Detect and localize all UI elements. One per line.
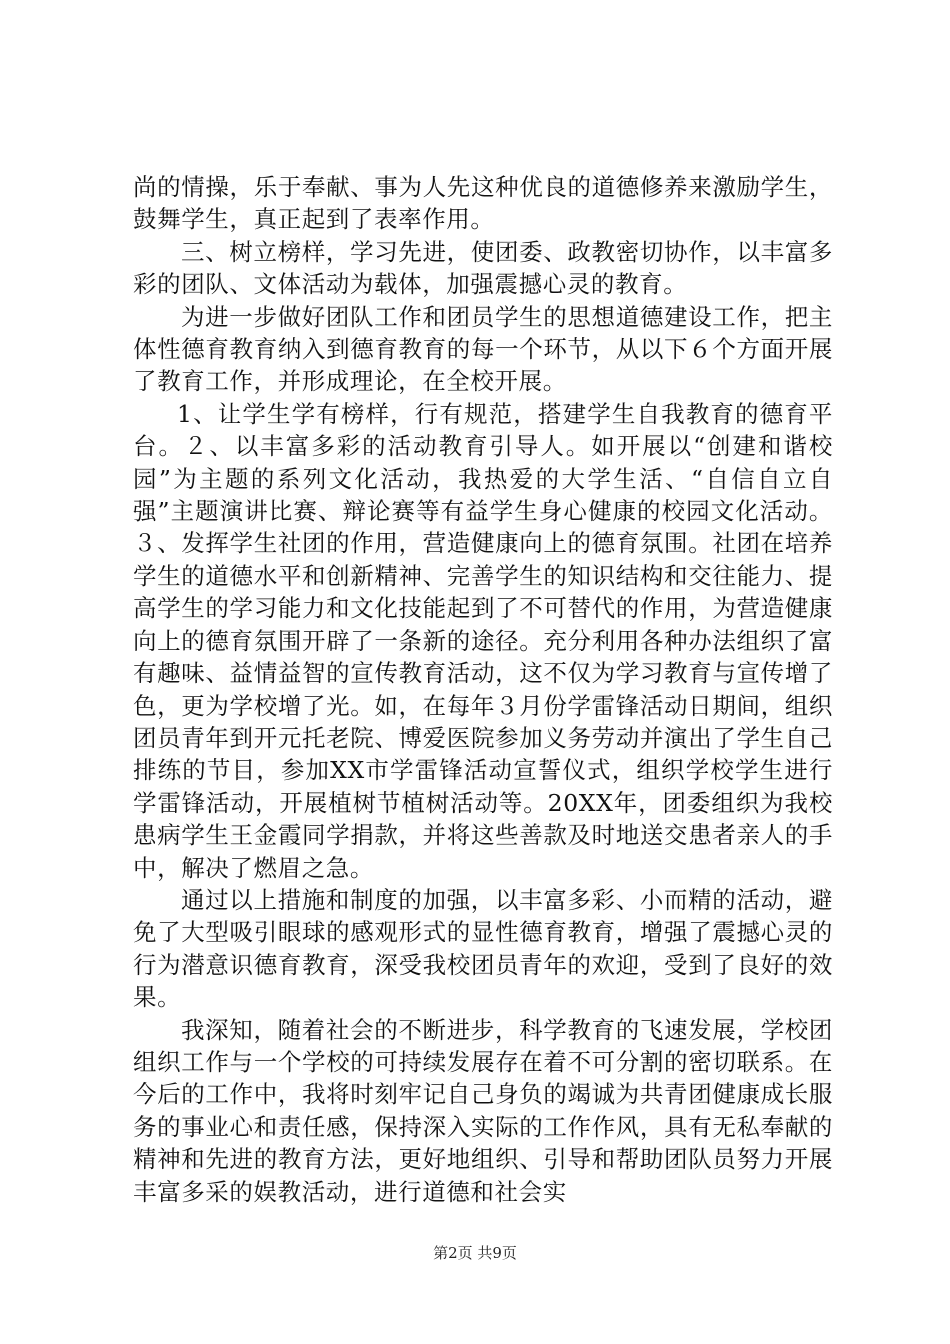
paragraph-outlook: 我深知，随着社会的不断进步，科学教育的飞速发展，学校团组织工作与一个学校的可持续发展存在着不可分割的密切联系。在今后的工作中，我将时刻牢记自己身负的竭诚为共青团健康成长服务的事业心和责任感，保持深入实际的工作作风，具有无私奉献的精神和先进的教育方法，更好地组织、引导和帮助团队员努力开展丰富多采的娱教活动，进行道德和社会实 [133, 1015, 833, 1206]
paragraph-results: 通过以上措施和制度的加强，以丰富多彩、小而精的活动，避免了大型吸引眼球的感观形式的显性德育教育，增强了震撼心灵的行为潜意识德育教育，深受我校团员青年的欢迎，受到了良好的效果。 [133, 885, 833, 1012]
paragraph-continuation: 尚的情操，乐于奉献、事为人先这种优良的道德修养来激励学生，鼓舞学生，真正起到了表率作用。 [133, 173, 833, 234]
page-number-footer: 第2页 共9页 [433, 1244, 517, 1262]
paragraph-intro: 为进一步做好团队工作和团员学生的思想道德建设工作，把主体性德育教育纳入到德育教育的每一个环节，从以下６个方面开展了教育工作，并形成理论，在全校开展。 [133, 302, 833, 396]
document-body [133, 171, 833, 1208]
paragraph-activities: 1、让学生学有榜样，行有规范，搭建学生自我教育的德育平台。２、以丰富多彩的活动教育引导人。如开展以“创建和谐校园”为主题的系列文化活动，我热爱的大学生活、“自信自立自强”主题演讲比赛、辩论赛等有益学生身心健康的校园文化活动。３、发挥学生社团的作用，营造健康向上的德育氛围。社团在培养学生的道德水平和创新精神、完善学生的知识结构和交往能力、提高学生的学习能力和文化技能起到了不可替代的作用，为营造健康向上的德育氛围开辟了一条新的途径。充分利用各种办法组织了富有趣味、益情益智的宣传教育活动，这不仅为学习教育与宣传增了色，更为学校增了光。如，在每年３月份学雷锋活动日期间，组织团员青年到开元托老院、博爱医院参加义务劳动并演出了学生自己排练的节目，参加XX市学雷锋活动宣誓仪式，组织学校学生进行学雷锋活动，开展植树节植树活动等。20XX年，团委组织为我校患病学生王金霞同学捐款，并将这些善款及时地送交患者亲人的手中，解决了燃眉之急。 [133, 399, 833, 882]
paragraph-section-three: 三、树立榜样，学习先进，使团委、政教密切协作，以丰富多彩的团队、文体活动为载体，加强震撼心灵的教育。 [133, 237, 833, 299]
